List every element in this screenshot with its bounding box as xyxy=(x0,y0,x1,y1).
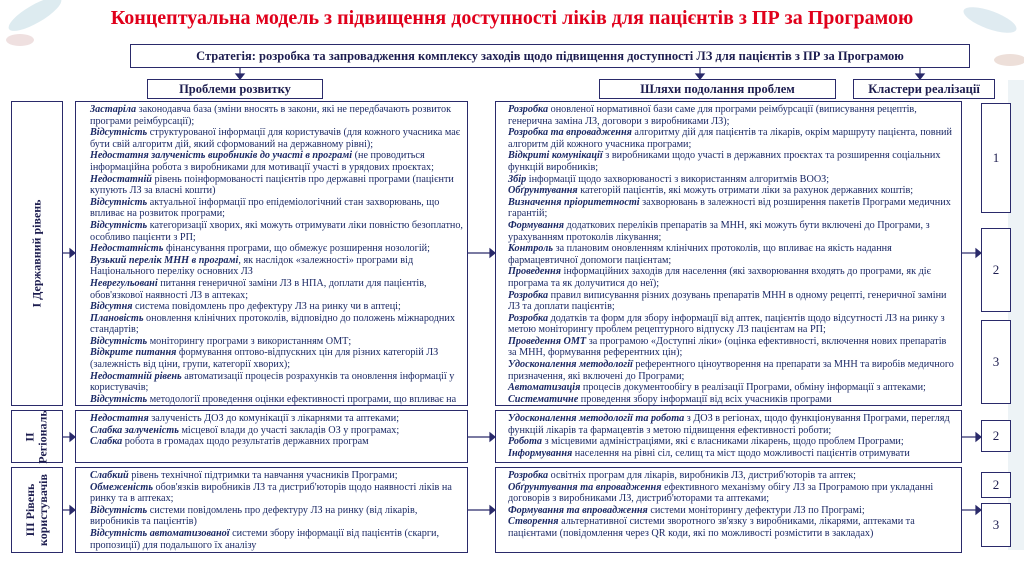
item-keyword: Недостатня залученість виробників до участі в програмі xyxy=(90,150,353,162)
item-text: моніторингу програми з використанням ОМТ; xyxy=(147,335,352,347)
list-item xyxy=(90,313,463,336)
item-text: категоризації хворих, які можуть отримувати ліки повністю безоплатно, особливо пацієнти з РП; xyxy=(90,219,463,243)
item-keyword: Систематичне xyxy=(508,393,579,405)
item-keyword: Удосконалення методології xyxy=(508,359,633,371)
cluster-number: 3 xyxy=(981,503,1011,547)
problems-local-box xyxy=(75,467,468,553)
problems-state-box xyxy=(75,101,468,406)
list-item xyxy=(90,255,463,278)
list-item xyxy=(90,436,463,448)
list-item xyxy=(90,104,463,127)
list-item xyxy=(508,220,957,243)
header-solutions: Шляхи подолання проблем xyxy=(599,79,836,99)
list-item xyxy=(508,174,957,186)
level-regional: ІІ Регіональ xyxy=(11,410,63,463)
item-text: оновлення клінічних протоколів, відповідно до положень міжнародних стандартів; xyxy=(90,312,455,336)
list-item xyxy=(508,150,957,173)
item-text: додаткових переліків препаратів за МНН, які можуть бути включені до Програми, з урахуванням протоколів лікування; xyxy=(508,219,930,243)
item-keyword: Вузький перелік МНН в програмі xyxy=(90,254,239,266)
item-text: процесів документообігу в реалізації Програми, обміну інформації з аптеками; xyxy=(580,382,926,394)
item-text: обов'язків виробників ЛЗ та дистриб'юторів щодо наявності ліків на ринку та в аптеках; xyxy=(90,481,452,505)
list-item xyxy=(90,347,463,370)
problems-regional-box xyxy=(75,410,468,463)
item-keyword: Контроль xyxy=(508,243,554,255)
item-text: робота в громадах щодо результатів державних програм xyxy=(122,436,369,448)
item-keyword: Обмеженість xyxy=(90,481,153,493)
list-item xyxy=(90,197,463,220)
item-keyword: Відсутність xyxy=(90,196,148,208)
list-item xyxy=(508,436,957,448)
item-keyword: Формування та впровадження xyxy=(508,504,648,516)
item-text: з виробниками щодо участі в державних проєктах та розширення соціальних функцій виробників; xyxy=(508,150,941,173)
item-text: залученість ДОЗ до комунікації з лікарнями та аптеками; xyxy=(148,413,400,424)
list-item xyxy=(508,394,957,406)
item-text: місцевої влади до участі закладів ОЗ у програмах; xyxy=(178,424,400,436)
item-keyword: Обґрунтування xyxy=(508,185,578,197)
list-item xyxy=(508,505,957,517)
list-item xyxy=(508,336,957,359)
item-text: структурованої інформації для користувачів (для кожного учасника має бути свій алгоритм дій, який сформований на державному рівні); xyxy=(90,127,461,150)
solutions-local-box xyxy=(495,467,962,553)
list-item xyxy=(90,174,463,197)
item-keyword: Відсутність автоматизованої xyxy=(90,527,230,539)
list-item xyxy=(508,448,957,460)
item-keyword: Недостатній рівень xyxy=(90,370,182,382)
item-text: інформаційних заходів для населення (які захворювання входять до програми, як діє програма та як долучитися до неї); xyxy=(508,266,931,289)
item-keyword: Створення xyxy=(508,516,559,528)
item-text: референтного ціноутворення на препарати за МНН та виробів медичного призначення, які включені до Програми; xyxy=(508,359,954,382)
level-state: І Державний рівень xyxy=(11,101,63,406)
item-text: система повідомлень про дефектуру ЛЗ на ринку чи в аптеці; xyxy=(132,301,401,313)
list-item xyxy=(90,220,463,243)
list-item xyxy=(90,301,463,313)
list-item xyxy=(508,266,957,289)
list-item xyxy=(508,127,957,150)
item-text: альтернативної системи зворотного зв'язку з виробниками, лікарями, аптеками та пацієнтами (повідомлення через QR коди, які по можливості розмістити в закладах) xyxy=(508,516,915,539)
list-item xyxy=(90,127,463,150)
cluster-number: 3 xyxy=(981,320,1011,404)
item-text: системи повідомлень про дефектуру ЛЗ на ринку (від лікарів, виробників та пацієнтів) xyxy=(90,504,418,528)
item-keyword: Відсутність xyxy=(90,219,148,231)
list-item xyxy=(90,413,463,425)
item-keyword: Відсутність xyxy=(90,127,148,139)
item-keyword: Збір xyxy=(508,173,527,185)
item-text: актуальної інформації про епідеміологічний стан захворювань, що впливає на розвиток програми; xyxy=(90,196,440,220)
item-keyword: Проведення xyxy=(508,266,561,278)
item-text: системи збору інформації від пацієнтів (скарги, пропозиції) для подальшого їх аналізу xyxy=(90,527,440,551)
item-keyword: Недостатність xyxy=(90,243,164,255)
item-text: ефективного механізму обігу ЛЗ за Програмою при укладанні договорів з виробниками ЛЗ, дистриб'юторами та аптеками; xyxy=(508,481,934,505)
item-keyword: Слабка залученість xyxy=(90,424,179,436)
list-item xyxy=(508,243,957,266)
item-text: за програмою «Доступні ліки» (оцінка ефективності, включення нових препаратів за МНН, формування референтних цін); xyxy=(508,335,947,359)
list-item xyxy=(508,482,957,505)
cluster-number: 2 xyxy=(981,420,1011,452)
list-item xyxy=(90,505,463,528)
item-keyword: Розробка та впровадження xyxy=(508,127,632,139)
list-item xyxy=(508,197,957,220)
item-keyword: Недостатній xyxy=(90,173,152,185)
item-text: проведення збору інформації від всіх учасників програми xyxy=(578,393,832,405)
item-keyword: Застаріла xyxy=(90,104,137,115)
cluster-number: 1 xyxy=(981,103,1011,213)
item-keyword: Розробка xyxy=(508,470,549,481)
item-keyword: Відсутність xyxy=(90,393,148,405)
list-item xyxy=(508,516,957,539)
list-item xyxy=(90,394,463,406)
item-text: освітніх програм для лікарів, виробників ЛЗ, дистриб'юторів та аптек; xyxy=(548,470,856,481)
item-keyword: Відсутність xyxy=(90,504,148,516)
list-item xyxy=(508,290,957,313)
list-item xyxy=(90,528,463,551)
solutions-state-box xyxy=(495,101,962,406)
item-text: алгоритму дій для пацієнтів та лікарів, окрім маршруту пацієнта, повний алгоритм дій кожного учасника програми; xyxy=(508,127,952,150)
list-item xyxy=(90,470,463,482)
list-item xyxy=(90,482,463,505)
item-text: питання генеричної заміни ЛЗ в НПА, доплати для пацієнтів, обов'язкової наявності ЛЗ в аптеках; xyxy=(90,277,427,301)
strategy-box: Стратегія: розробка та запровадження комплексу заходів щодо підвищення доступності ЛЗ для пацієнтів з ПР за Програмою xyxy=(130,44,970,68)
item-keyword: Проведення ОМТ xyxy=(508,335,587,347)
item-text: додатків та форм для збору інформації від аптек, пацієнтів щодо відсутності ЛЗ на ринку з метою моніторингу проблем рецептурного відпуску ЛЗ пацієнтам на РП; xyxy=(508,312,945,336)
list-item xyxy=(508,470,957,482)
item-text: рівень технічної підтримки та навчання учасників Програми; xyxy=(128,470,398,481)
page-title: Концептуальна модель з підвищення доступності ліків для пацієнтів з ПР за Програмою xyxy=(110,7,914,29)
item-text: захворювань в залежності від розширення пакетів Програми медичних гарантій; xyxy=(508,196,951,220)
item-keyword: Формування xyxy=(508,219,564,231)
item-keyword: Робота xyxy=(508,436,543,448)
list-item xyxy=(90,278,463,301)
item-keyword: Відкриті комунікації xyxy=(508,150,603,162)
item-text: рівень поінформованості пацієнтів про державні програми (пацієнти купують ЛЗ за власні кошти) xyxy=(90,173,454,197)
item-keyword: Плановість xyxy=(90,312,144,324)
item-text: категорій пацієнтів, які можуть отримати ліки за рахунок державних коштів; xyxy=(577,185,914,197)
item-text: автоматизації процесів розрахунків та оновлення інформації у користувачів; xyxy=(90,370,455,394)
item-text: методології проведення оцінки ефективності програми, що впливає на xyxy=(149,393,457,405)
list-item xyxy=(90,243,463,255)
item-keyword: Слабкий xyxy=(90,470,129,481)
list-item xyxy=(90,371,463,394)
list-item xyxy=(508,104,957,127)
item-text: з місцевими адміністраціями, які є власниками лікарень, щодо проблем Програми; xyxy=(542,436,904,448)
item-text: інформації щодо захворюваності з використанням алгоритмів ВООЗ; xyxy=(526,173,830,185)
item-keyword: Недостатня xyxy=(90,413,149,424)
cluster-number: 2 xyxy=(981,228,1011,312)
item-keyword: Визначення пріоритетності xyxy=(508,196,640,208)
level-local: ІІІ Рівень користувачів xyxy=(11,467,63,553)
list-item xyxy=(508,185,957,197)
item-keyword: Удосконалення методології та робота xyxy=(508,413,685,424)
list-item xyxy=(508,313,957,336)
list-item xyxy=(508,359,957,382)
item-text: формування оптово-відпускних цін для різних категорій ЛЗ (залежність від ціни, групи, категорії хворих); xyxy=(90,347,439,371)
item-keyword: Неврегульовані xyxy=(90,277,158,289)
item-keyword: Автоматизація xyxy=(508,382,581,394)
item-text: законодавча база (зміни вносять в закони, які не передбачають розвиток програми реімбурсації); xyxy=(90,104,452,127)
list-item xyxy=(508,382,957,394)
item-keyword: Розробка xyxy=(508,289,549,301)
item-keyword: Слабка xyxy=(90,436,123,448)
item-text: з ДОЗ в регіонах, щодо функціонування Програми, перегляд функцій лікарів та фармацевтів з метою підвищення ефективності роботи; xyxy=(508,413,950,436)
list-item xyxy=(508,413,957,436)
item-text: оновленої нормативної бази саме для програми реімбурсації (виписування рецептів, генерична заміна ЛЗ, договори з виробниками ЛЗ); xyxy=(508,104,917,127)
list-item xyxy=(90,425,463,437)
item-keyword: Розробка xyxy=(508,312,549,324)
list-item xyxy=(90,150,463,173)
item-text: системи моніторингу дефектури ЛЗ по Програмі; xyxy=(647,504,865,516)
item-text: (не проводиться інформаційна робота з виробниками для мотивації участі в урядових проєктах; xyxy=(90,150,434,173)
list-item xyxy=(90,336,463,348)
item-keyword: Обґрунтування та впровадження xyxy=(508,481,662,493)
header-clusters: Кластери реалізації xyxy=(853,79,995,99)
item-keyword: Розробка xyxy=(508,104,549,115)
item-keyword: Відсутня xyxy=(90,301,133,313)
item-text: фінансування програми, що обмежує розширення нозологій; xyxy=(163,243,430,255)
header-problems: Проблеми розвитку xyxy=(147,79,323,99)
item-text: населення на рівні сіл, селищ та міст щодо можливості пацієнтів отримувати xyxy=(572,447,910,459)
item-text: правил виписування різних дозувань препаратів МНН в одному рецепті, генеричної заміни ЛЗ та доплати пацієнтів; xyxy=(508,289,947,313)
item-text: , як наслідок «залежності» програми від Національного переліку основних ЛЗ xyxy=(90,254,414,278)
cluster-number: 2 xyxy=(981,472,1011,498)
solutions-regional-box xyxy=(495,410,962,463)
item-text: за плановим оновленням клінічних протоколів, що впливає на якість надання фармацевтичної допомоги пацієнтам; xyxy=(508,243,892,266)
item-keyword: Відкрите питання xyxy=(90,347,177,359)
item-keyword: Відсутність xyxy=(90,335,148,347)
item-keyword: Інформування xyxy=(508,447,573,459)
